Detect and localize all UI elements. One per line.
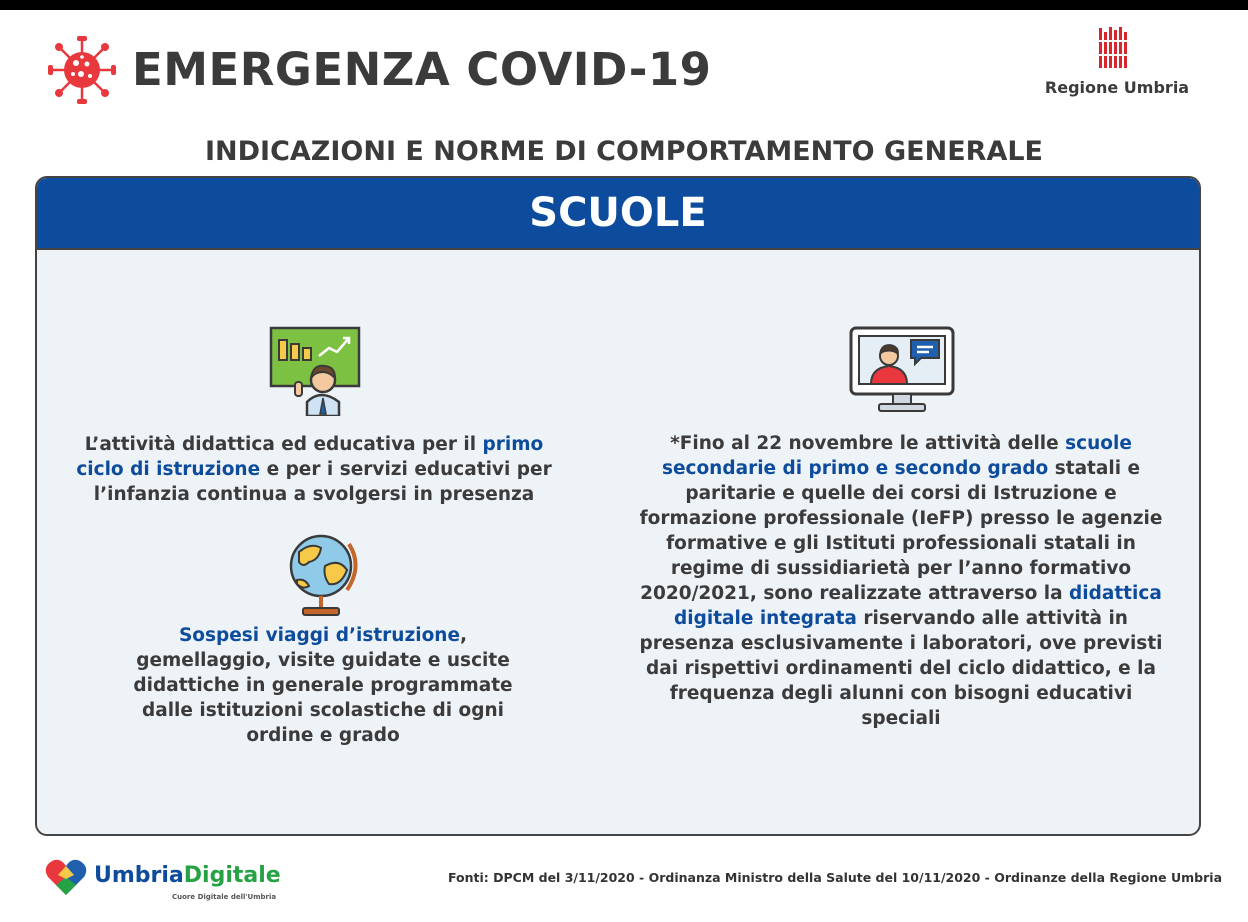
region-name: Regione Umbria — [1044, 78, 1190, 97]
panel-title: SCUOLE — [529, 190, 707, 236]
logo-wordmark — [94, 863, 281, 888]
sources-note: Fonti: DPCM del 3/11/2020 - Ordinanza Ministro della Salute del 10/11/2020 - Ordinanze della Regione Umbria — [448, 870, 1223, 885]
top-black-bar — [0, 0, 1248, 10]
panel-header — [37, 178, 1199, 250]
teacher-presentation-icon — [269, 326, 361, 416]
globe-icon — [285, 528, 361, 618]
logo-word-digitale: Digitale — [183, 863, 281, 888]
trips-paragraph — [111, 623, 535, 748]
secondary-highlight-2: didattica digitale integrata — [674, 583, 1162, 629]
primary-text-before: L’attività didattica ed educativa per il — [84, 434, 483, 455]
logo-word-umbria: Umbria — [94, 863, 184, 888]
page-title: EMERGENZA COVID-19 — [132, 43, 712, 96]
logo-tagline: Cuore Digitale dell'Umbria — [172, 893, 277, 901]
trips-text-after: , gemellaggio, visite guidate e uscite didattiche in generale programmate dalle istituzioni scolastiche di ogni ordine e grado — [133, 625, 513, 746]
primary-highlight: primo ciclo di istruzione — [76, 434, 544, 480]
primary-text-after: e per i servizi educativi per l’infanzia continua a svolgersi in presenza — [93, 459, 552, 505]
primary-school-paragraph — [75, 432, 553, 507]
online-lesson-monitor-icon — [849, 326, 955, 414]
umbria-region-logo — [1098, 26, 1130, 70]
secondary-highlight-1: scuole secondarie di primo e secondo grado — [661, 433, 1132, 479]
covid-virus-icon — [46, 34, 118, 106]
secondary-text-1: *Fino al 22 novembre le attività delle — [670, 433, 1066, 454]
secondary-school-paragraph — [629, 431, 1173, 731]
section-subtitle: INDICAZIONI E NORME DI COMPORTAMENTO GENERALE — [204, 136, 1043, 167]
secondary-text-3: riservando alle attività in presenza esclusivamente i laboratori, ove previsti dai rispettivi ordinamenti del ciclo didattico, e la frequenza degli alunni con bisogni educativi speciali — [639, 608, 1163, 729]
secondary-text-2: statali e paritarie e quelle dei corsi di Istruzione e formazione professionale (IeFP) presso le agenzie formative e gli Istituti professionali statali in regime di sussidiarietà per l’anno formativo 2020/2021, sono realizzate attraverso la — [639, 458, 1163, 604]
schools-panel — [35, 176, 1201, 836]
umbria-digitale-logo — [44, 855, 281, 905]
trips-highlight: Sospesi viaggi d’istruzione — [178, 625, 461, 646]
heart-logo-icon — [44, 857, 88, 897]
